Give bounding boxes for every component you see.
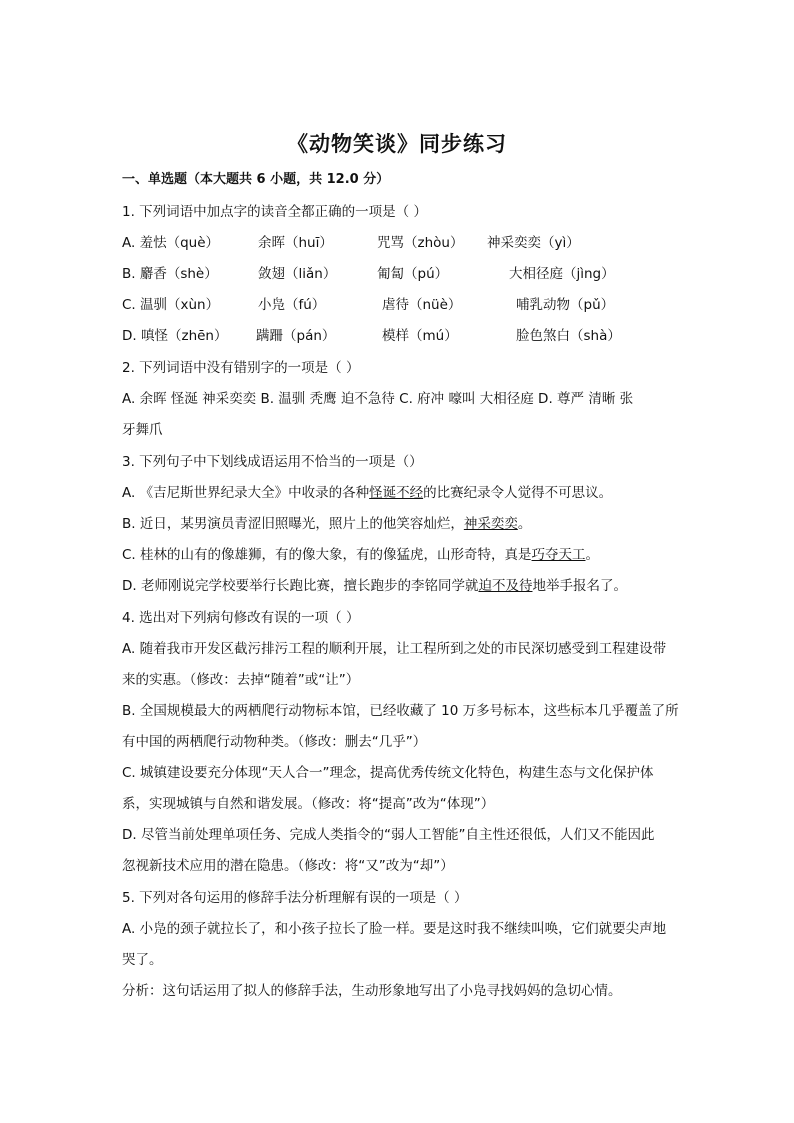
q4-stem: 4. 选出对下列病句修改有误的一项（ ）	[122, 610, 360, 626]
q3-stem: 3. 下列句子中下划线成语运用不恰当的一项是（）	[122, 454, 423, 470]
q3-option-a	[122, 481, 612, 501]
q5-analysis: 分析：这句话运用了拟人的修辞手法，生动形象地写出了小凫寻找妈妈的急切心情。	[122, 983, 622, 999]
q3-d-post: 地举手报名了。	[532, 578, 627, 594]
q3-b-pre: B. 近日，某男演员青涩旧照曝光，照片上的他笑容灿烂，	[122, 516, 464, 532]
q4-option-b-line2: 有中国的两栖爬行动物种类。（修改：删去“几乎”）	[122, 734, 427, 750]
q1-d-2: 蹒跚（pán）	[256, 328, 336, 344]
q3-b-idiom: 神采奕奕	[463, 516, 518, 532]
q3-d-idiom: 迫不及待	[478, 578, 533, 594]
q4-option-c-line1: C. 城镇建设要充分体现“天人合一”理念，提高优秀传统文化特色，构建生态与文化保护体	[122, 765, 654, 781]
q1-b-3: 匍匐（pú）	[377, 266, 449, 282]
q3-option-c	[122, 543, 599, 563]
q1-c-3: 虐待（nüè）	[382, 297, 462, 313]
q3-option-d	[122, 574, 627, 594]
q3-c-post: 。	[585, 547, 600, 563]
q3-a-idiom: 怪诞不经	[369, 485, 424, 501]
q1-stem: 1. 下列词语中加点字的读音全都正确的一项是（ ）	[122, 204, 427, 220]
q1-d-1: D. 嗔怪（zhēn）	[122, 328, 228, 344]
q4-option-c-line2: 系，实现城镇与自然和谐发展。（修改：将“提高”改为“体现”）	[122, 796, 495, 812]
q2-options-line1: A. 余晖 怪涎 神采奕奕 B. 温驯 秃鹰 迫不急待 C. 府冲 嚎叫 大相径庭 D. 尊严 清晰 张	[122, 391, 634, 407]
q4-option-d-line1: D. 尽管当前处理单项任务、完成人类指令的“弱人工智能”自主性还很低，人们又不能因此	[122, 827, 655, 843]
q2-stem: 2. 下列词语中没有错别字的一项是（ ）	[122, 360, 360, 376]
q1-a-3: 咒骂（zhòu）	[377, 235, 464, 251]
section-heading: 一、单选题（本大题共 6 小题，共 12.0 分）	[122, 172, 390, 187]
q3-a-pre: A. 《吉尼斯世界纪录大全》中收录的各种	[122, 485, 370, 501]
q3-a-post: 的比赛纪录令人觉得不可思议。	[423, 485, 613, 501]
q3-c-pre: C. 桂林的山有的像雄狮，有的像大象，有的像猛虎，山形奇特，真是	[122, 547, 532, 563]
q1-d-4: 脸色煞白（shà）	[516, 328, 621, 344]
q4-option-a-line1: A. 随着我市开发区截污排污工程的顺利开展，让工程所到之处的市民深切感受到工程建设带	[122, 641, 667, 657]
q3-option-b	[122, 512, 531, 532]
q2-options-line2: 牙舞爪	[122, 422, 163, 438]
q4-option-b-line1: B. 全国规模最大的两栖爬行动物标本馆，已经收藏了 10 万多号标本，这些标本几乎覆盖了所	[122, 703, 679, 719]
q1-d-3: 模样（mú）	[382, 328, 458, 344]
q1-b-2: 敛翅（liǎn）	[258, 266, 337, 282]
q1-a-2: 余晖（huī）	[258, 235, 333, 251]
q3-b-post: 。	[517, 516, 532, 532]
q1-b-4: 大相径庭（jìng）	[509, 266, 615, 282]
q5-option-a-line2: 哭了。	[122, 952, 163, 968]
q1-a-4: 神采奕奕（yì）	[487, 235, 580, 251]
q4-option-a-line2: 来的实惠。（修改：去掉“随着”或“让”）	[122, 672, 360, 688]
q4-option-d-line2: 忽视新技术应用的潜在隐患。（修改：将“又”改为“却”）	[122, 858, 454, 874]
q3-c-idiom: 巧夺天工	[531, 547, 586, 563]
q1-b-1: B. 麝香（shè）	[122, 266, 218, 282]
q1-a-1: A. 羞怯（què）	[122, 235, 220, 251]
q1-c-4: 哺乳动物（pǔ）	[516, 297, 615, 313]
q5-stem: 5. 下列对各句运用的修辞手法分析理解有误的一项是（ ）	[122, 890, 468, 906]
q1-c-1: C. 温驯（xùn）	[122, 297, 220, 313]
q3-d-pre: D. 老师刚说完学校要举行长跑比赛，擅长跑步的李铭同学就	[122, 578, 479, 594]
q1-c-2: 小凫（fú）	[258, 297, 326, 313]
q5-option-a-line1: A. 小凫的颈子就拉长了，和小孩子拉长了脸一样。要是这时我不继续叫唤，它们就要尖声地	[122, 921, 667, 937]
page-title: 《动物笑谈》同步练习	[287, 132, 507, 156]
